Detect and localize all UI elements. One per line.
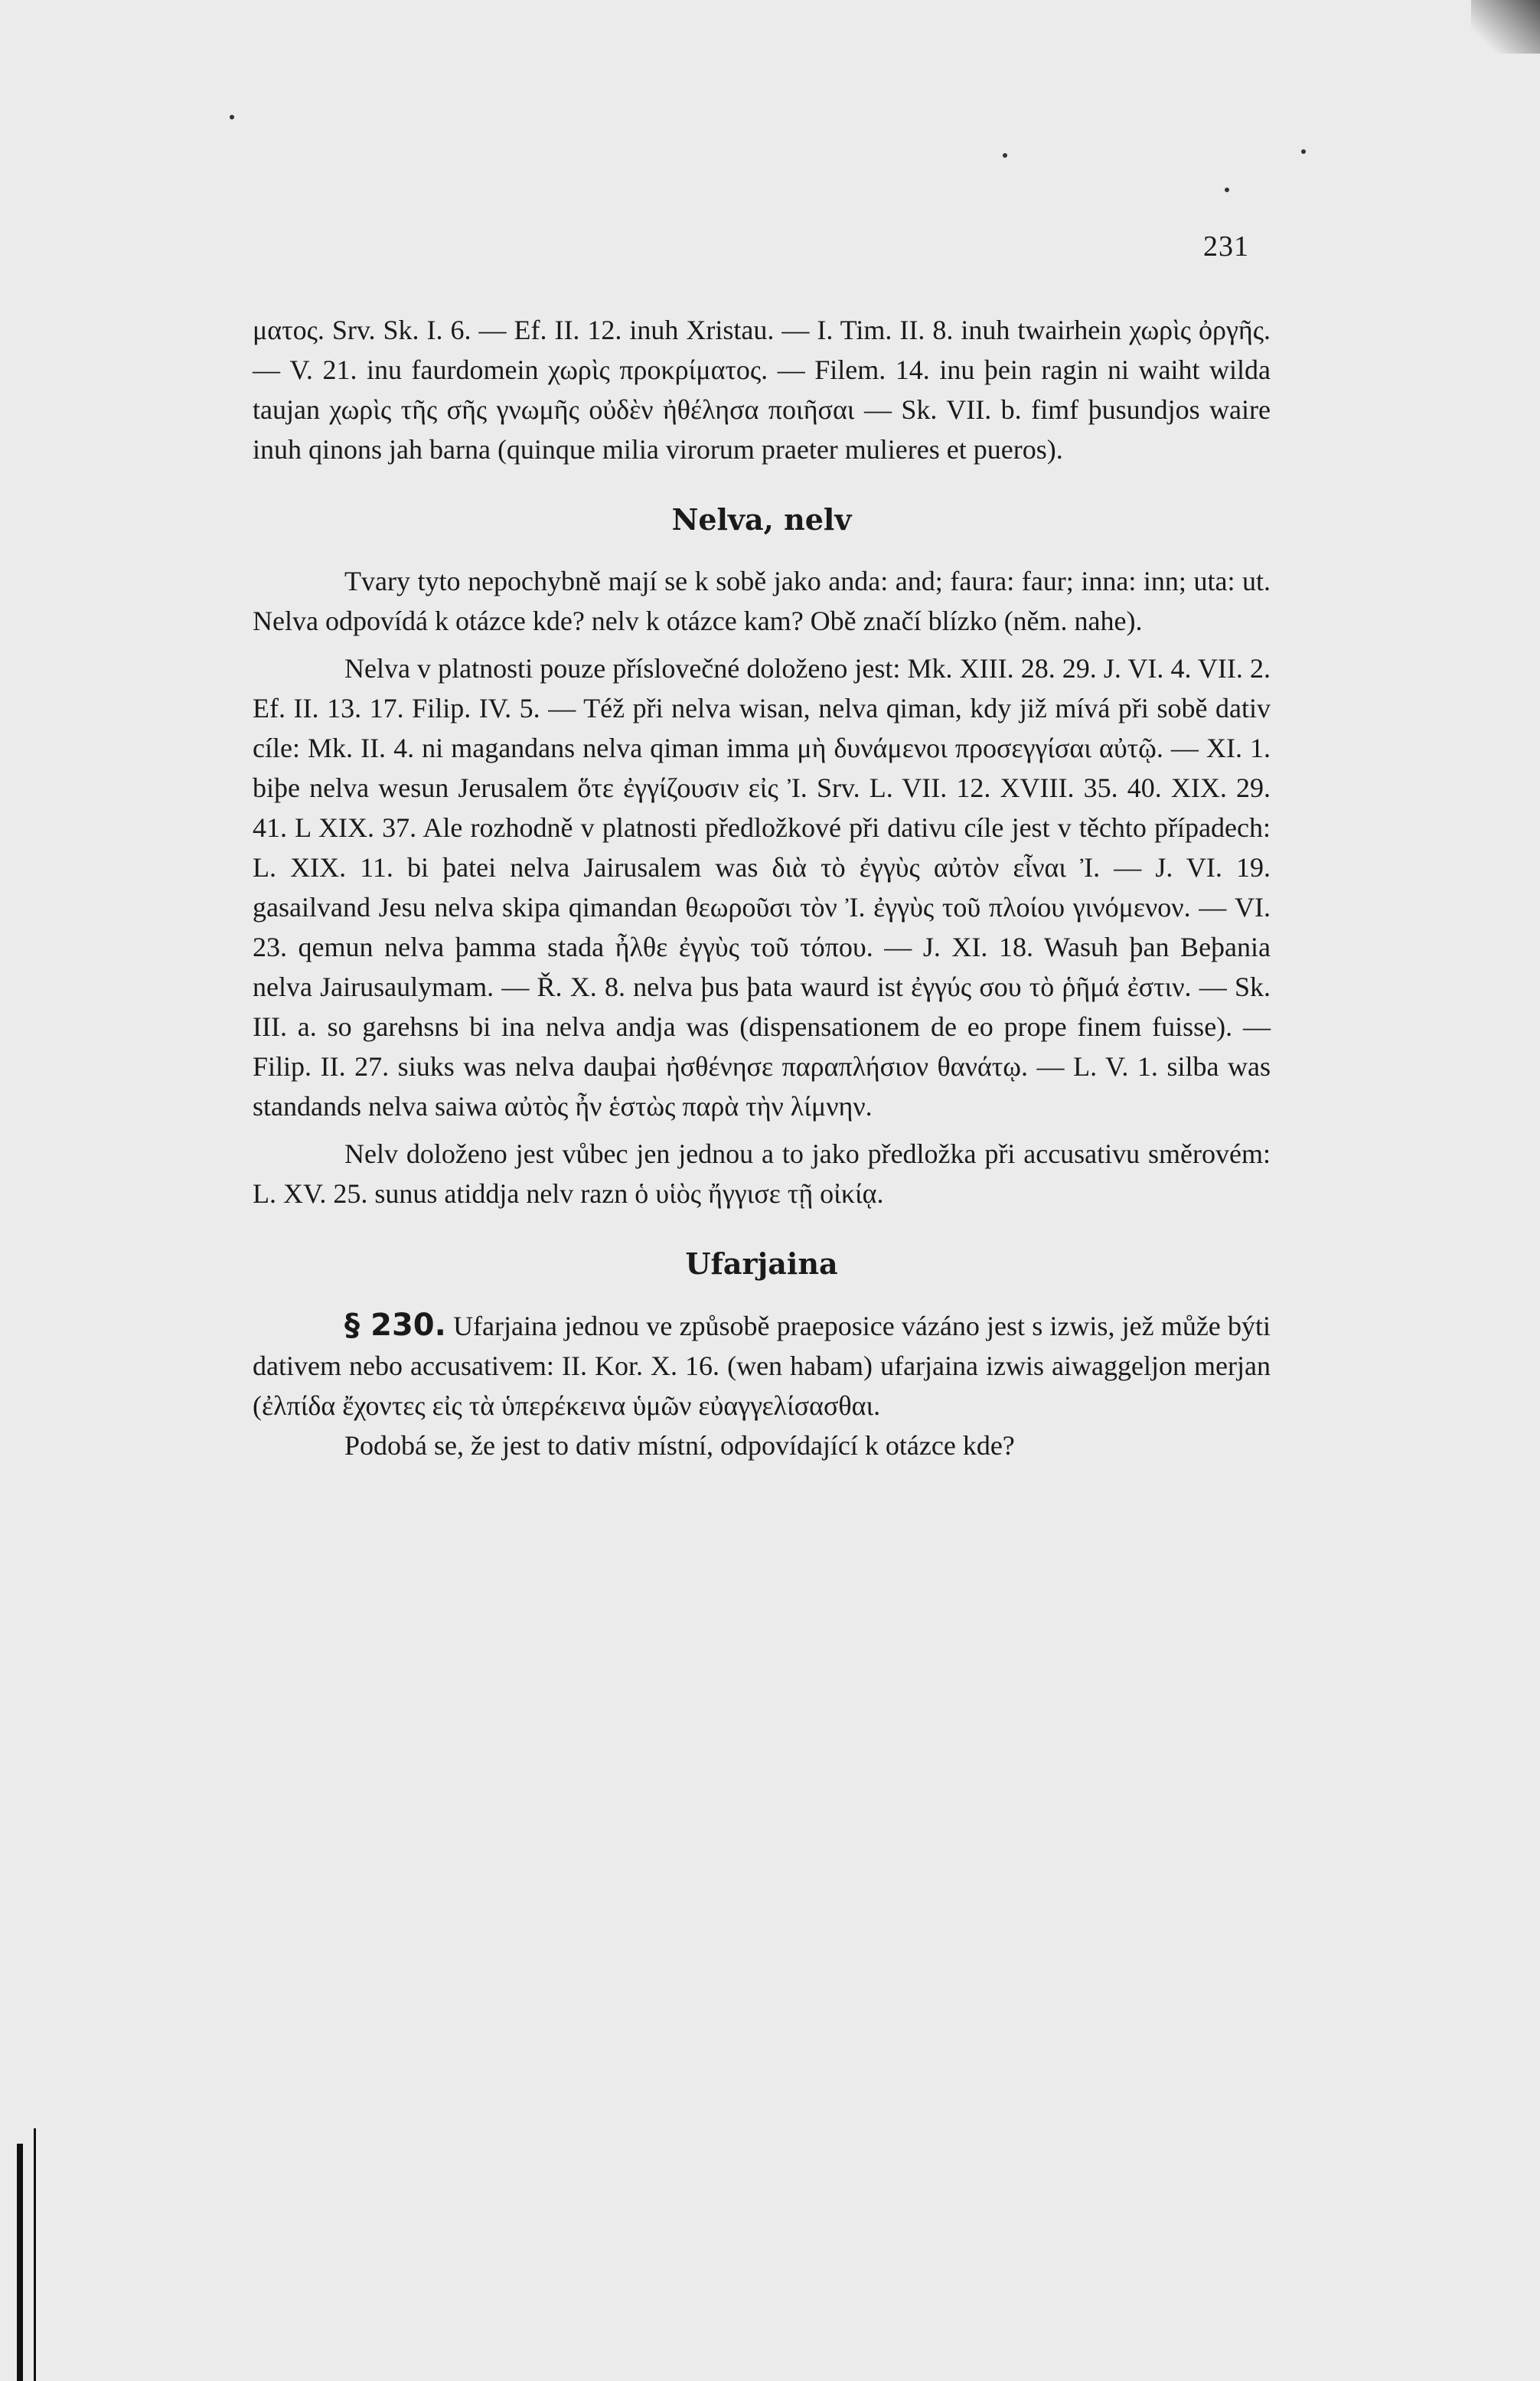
paragraph-4	[253, 1305, 1271, 1426]
scan-speck	[230, 115, 234, 119]
intro-paragraph: ματος. Srv. Sk. I. 6. — Ef. II. 12. inuh Xristau. — I. Tim. II. 8. inuh twairhein χωρὶς ὀργῆς. — V. 21. inu faurdomein χωρὶς προκρίματος. — Filem. 14. inu þein ragin ni waiht wilda taujan χωρὶς τῆς σῆς γνωμῆς οὐδὲν ἠθέλησα ποιῆσαι — Sk. VII. b. fimf þusundjos waire inuh qinons jah barna (quinque milia virorum praeter mulieres et pueros).	[253, 315, 1271, 465]
paragraph-5: Podobá se, že jest to dativ místní, odpovídající k otázce kde?	[344, 1430, 1015, 1461]
scan-speck	[1301, 149, 1306, 154]
paragraph-4-text: Ufarjaina jednou ve způsobě praeposice vázáno jest s izwis, jež může býti dativem nebo accusativem: II. Kor. X. 16. (wen habam) ufarjaina izwis aiwaggeljon merjan (ἐλπίδα ἔχοντες εἰς τὰ ὑπερέκεινα ὑμῶν εὐαγγελίσασθαι.	[253, 1311, 1271, 1421]
scan-edge-line-thin	[34, 2128, 36, 2381]
page-body	[253, 310, 1271, 1465]
scan-speck	[1003, 153, 1007, 158]
paragraph-2: Nelva v platnosti pouze příslovečné doloženo jest: Mk. XIII. 28. 29. J. VI. 4. VII. 2. Ef. II. 13. 17. Filip. IV. 5. — Též při nelva wisan, nelva qiman, kdy již mívá při sobě dativ cíle: Mk. II. 4. ni magandans nelva qiman imma μὴ δυνάμενοι προσεγγίσαι αὐτῷ. — XI. 1. biþe nelva wesun Jerusalem ὅτε ἐγγίζουσιν εἰς Ἰ. Srv. L. VII. 12. XVIII. 35. 40. XIX. 29. 41. L XIX. 37. Ale rozhodně v platnosti předložkové při dativu cíle jest v těchto případech: L. XIX. 11. bi þatei nelva Jairusalem was διὰ τὸ ἐγγὺς αὐτὸν εἶναι Ἰ. — J. VI. 19. gasailvand Jesu nelva skipa qimandan θεωροῦσι τὸν Ἰ. ἐγγὺς τοῦ πλοίου γινόμενον. — VI. 23. qemun nelva þamma stada ἦλθε ἐγγὺς τοῦ τόπου. — J. XI. 18. Wasuh þan Beþania nelva Jairusaulymam. — Ř. X. 8. nelva þus þata waurd ist ἐγγύς σου τὸ ῥῆμά ἐστιν. — Sk. III. a. so garehsns bi ina nelva andja was (dispensationem de eo prope finem fuisse). — Filip. II. 27. siuks was nelva dauþai ἠσθένησε παραπλήσιον θανάτῳ. — L. V. 1. silba was standands nelva saiwa αὐτὸς ἦν ἑστὼς παρὰ τὴν λίμνην.	[253, 653, 1271, 1122]
scan-speck	[1225, 188, 1229, 192]
paragraph-1: Tvary tyto nepochybně mají se k sobě jako anda: and; faura: faur; inna: inn; uta: ut. Nelva odpovídá k otázce kde? nelv k otázce kam? Obě značí blízko (něm. nahe).	[253, 566, 1271, 636]
paragraph-3: Nelv doloženo jest vůbec jen jednou a to jako předložka při accusativu směrovém: L. XV. 25. sunus atiddja nelv razn ὁ υἱὸς ἤγγισε τῇ οἰκίᾳ.	[253, 1138, 1271, 1209]
scan-corner-shadow	[1471, 0, 1540, 54]
section-number: § 230.	[344, 1308, 446, 1343]
page-number: 231	[1203, 230, 1249, 263]
section-heading-ufarjaina: Ufarjaina	[685, 1246, 838, 1281]
scan-edge-line	[17, 2144, 23, 2381]
section-heading-nelva: Nelva, nelv	[671, 502, 852, 537]
